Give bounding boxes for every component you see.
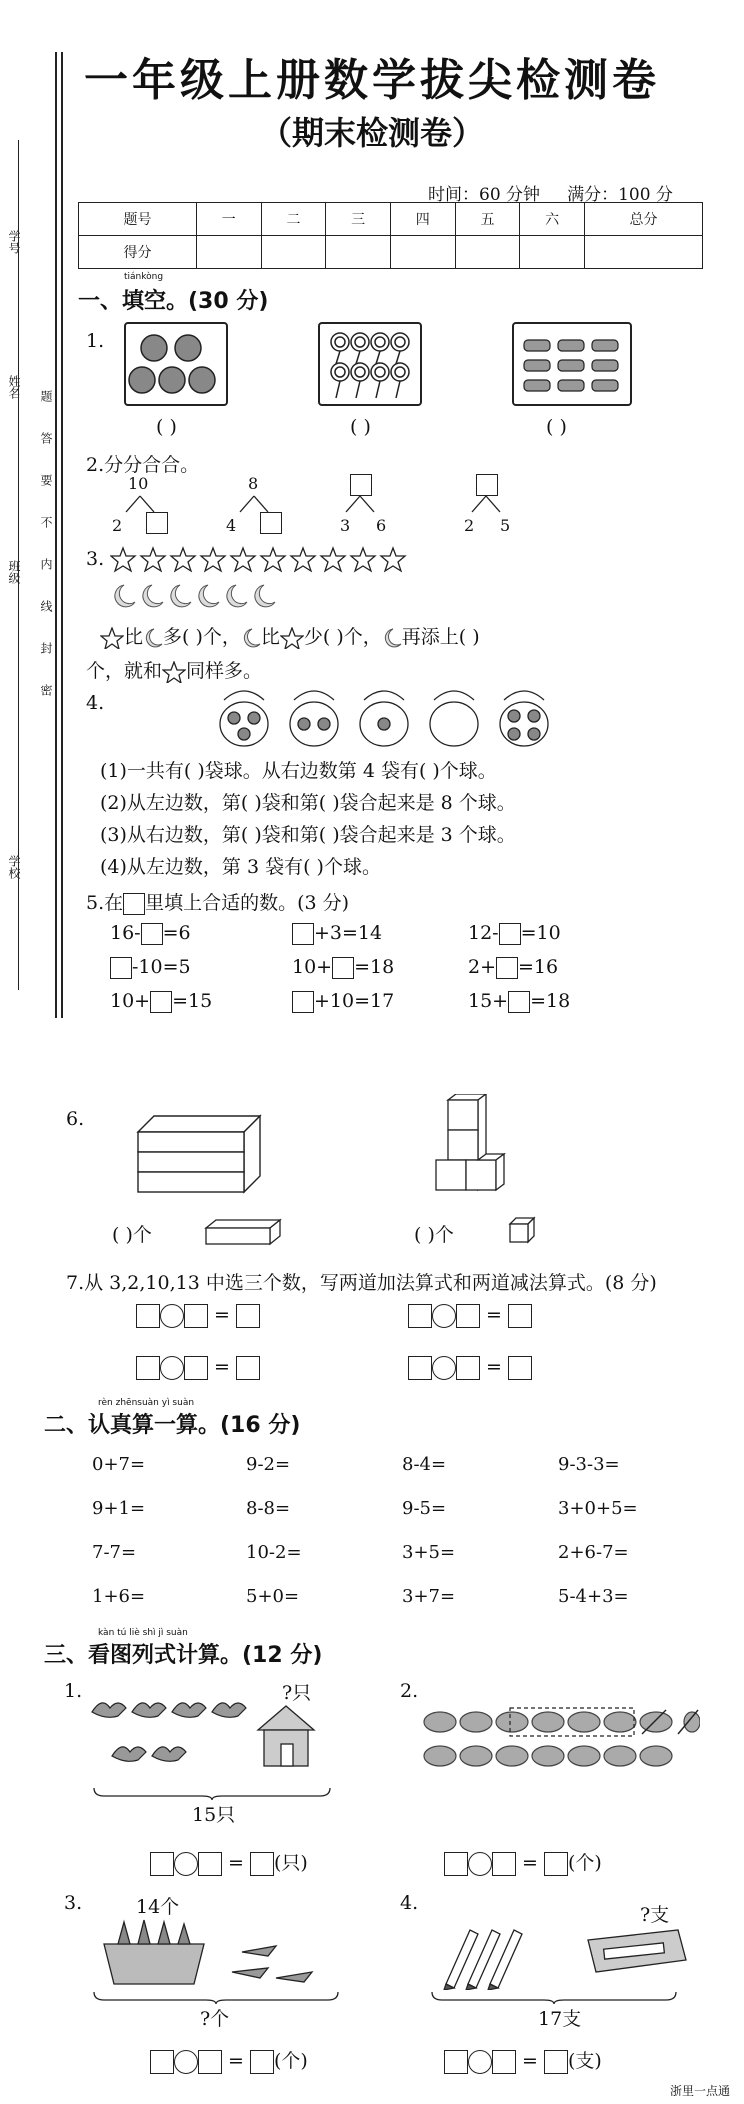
p4-total: 17支 (538, 2008, 582, 2030)
eq-answer-box[interactable] (492, 2050, 516, 2074)
class-label: 班级 (7, 560, 21, 584)
seal-char: 要 (39, 474, 53, 486)
section-3-heading: 三、看图列式计算。(12 分) (44, 1643, 323, 1668)
p4-question: ?支 (640, 1904, 670, 1926)
q5-text: 5.在 (86, 892, 124, 914)
operator-circle[interactable] (174, 2050, 198, 2074)
pinyin: rèn zhēnsuàn yì suàn (98, 1398, 195, 1408)
eq-part: -10=5 (132, 956, 191, 978)
cars-picture (512, 322, 632, 406)
unit: (只) (274, 1852, 308, 1874)
q3-text: 比 (124, 626, 144, 648)
q4-item: (4)从左边数，第 3 袋有( )个球。 (100, 856, 381, 878)
equals-sign: = (214, 1356, 230, 1378)
q5-equation (468, 922, 561, 945)
q3-number: 3. (86, 548, 105, 570)
eq-answer-box[interactable] (150, 2050, 174, 2074)
star-icon (280, 627, 304, 649)
calc-item: 3+0+5= (558, 1498, 638, 1519)
q5-equation (110, 956, 191, 979)
score-cell[interactable] (520, 236, 585, 269)
q5-equation (468, 956, 558, 979)
eq-answer-box[interactable] (508, 991, 530, 1013)
seal-char: 密 (39, 684, 53, 696)
eq-answer-box[interactable] (544, 2050, 568, 2074)
bond-left: 4 (226, 516, 237, 535)
q5-box-symbol (123, 893, 145, 915)
p3-top-count: 14个 (136, 1896, 180, 1918)
q4-item: (3)从右边数，第( )袋和第( )袋合起来是 3 个球。 (100, 824, 516, 846)
bond-answer-box[interactable] (350, 474, 372, 496)
q3-text: 再添上( ) (401, 626, 480, 648)
seal-char: 不 (39, 516, 53, 528)
operator-circle[interactable] (432, 1356, 456, 1380)
student-id-line[interactable] (18, 140, 20, 300)
q1-answer-blank[interactable]: ( ) (156, 416, 177, 438)
unit: (支) (568, 2050, 602, 2072)
score-cell[interactable] (326, 236, 391, 269)
score-table (78, 202, 703, 269)
time-text: 时间：60 分钟 (428, 185, 541, 205)
score-table-header: 总分 (584, 203, 702, 236)
equals-sign: = (228, 1852, 244, 1874)
equals-sign: = (486, 1304, 502, 1326)
q5-equation (292, 956, 394, 979)
q5-equation (110, 990, 212, 1013)
eq-answer-box[interactable] (141, 923, 163, 945)
oranges-picture (124, 322, 228, 406)
q7-equation (408, 1304, 532, 1328)
eq-answer-box[interactable] (198, 1852, 222, 1876)
eq-answer-box[interactable] (508, 1304, 532, 1328)
section-2-heading: 二、认真算一算。(16 分) (44, 1413, 301, 1438)
star-icon (110, 546, 410, 574)
equals-sign: = (522, 1852, 538, 1874)
eq-part: =16 (518, 956, 559, 978)
cube-stack-diagram (434, 1094, 520, 1204)
q4-number: 4. (86, 692, 105, 714)
pencil-box-icon (588, 1930, 686, 1972)
cube-icon (508, 1216, 536, 1246)
eq-part: 10+ (110, 990, 151, 1012)
score-cell[interactable] (584, 236, 702, 269)
q5-equation (292, 922, 382, 945)
bond-top: 10 (128, 474, 149, 493)
q7-equation (408, 1356, 532, 1380)
q4-item: (2)从左边数，第( )袋和第( )袋合起来是 8 个球。 (100, 792, 516, 814)
score-cell[interactable] (455, 236, 520, 269)
eq-part: 12- (468, 922, 499, 944)
bond-left: 3 (340, 516, 351, 535)
car-icon (514, 324, 630, 404)
operator-circle[interactable] (468, 2050, 492, 2074)
eq-answer-box[interactable] (150, 991, 172, 1013)
score-table-header: 五 (455, 203, 520, 236)
p3-equation (150, 2046, 308, 2074)
p3-number: 3. (64, 1892, 83, 1914)
basket-icon (92, 1918, 342, 1990)
star-icon (162, 661, 186, 683)
score-table-header: 题号 (79, 203, 197, 236)
page-title: 一年级上册数学拔尖检测卷 (84, 55, 660, 106)
total-brace (92, 1990, 342, 2004)
eq-answer-box[interactable] (499, 923, 521, 945)
calc-item: 9+1= (92, 1498, 146, 1519)
eq-answer-box[interactable] (110, 957, 132, 979)
calc-item: 7-7= (92, 1542, 137, 1563)
eq-part: =6 (162, 922, 191, 944)
eq-answer-box[interactable] (492, 1852, 516, 1876)
equals-sign: = (486, 1356, 502, 1378)
lollipop-icon (320, 324, 420, 404)
eq-answer-box[interactable] (150, 1852, 174, 1876)
page-subtitle: （期末检测卷） (259, 114, 484, 152)
eq-answer-box[interactable] (456, 1356, 480, 1380)
q7-equation (136, 1304, 260, 1328)
bond-right: 6 (376, 516, 387, 535)
total-brace (430, 1990, 680, 2004)
bond-left: 2 (464, 516, 475, 535)
q2-label: 2.分分合合。 (86, 454, 200, 476)
eq-answer-box[interactable] (408, 1304, 432, 1328)
eq-answer-box[interactable] (496, 957, 518, 979)
pinyin: tiánkòng (124, 272, 164, 282)
calc-item: 5-4+3= (558, 1586, 629, 1607)
eq-part: 10+ (292, 956, 333, 978)
eq-answer-box[interactable] (250, 1852, 274, 1876)
house-icon (258, 1706, 314, 1766)
pinyin: kàn tú liè shì jì suàn (98, 1628, 188, 1638)
q6-number: 6. (66, 1108, 85, 1130)
operator-circle[interactable] (174, 1852, 198, 1876)
name-line[interactable] (18, 300, 20, 470)
unit: (个) (568, 1852, 602, 1874)
eq-answer-box[interactable] (250, 2050, 274, 2074)
bond-answer-box[interactable] (476, 474, 498, 496)
calc-item: 8-8= (246, 1498, 291, 1519)
q1-answer-blank[interactable]: ( ) (350, 416, 371, 438)
calc-item: 2+6-7= (558, 1542, 629, 1563)
bond-left: 2 (112, 516, 123, 535)
score-cell[interactable] (196, 236, 261, 269)
q7-equation (136, 1356, 260, 1380)
calc-item: 0+7= (92, 1454, 146, 1475)
eq-answer-box[interactable] (444, 1852, 468, 1876)
q5-text: 里填上合适的数。(3 分) (145, 892, 350, 914)
q5-equation (468, 990, 570, 1013)
eq-answer-box[interactable] (136, 1356, 160, 1380)
bond-answer-box[interactable] (260, 512, 282, 534)
operator-circle[interactable] (160, 1356, 184, 1380)
p4-equation (444, 2046, 602, 2074)
equals-sign: = (228, 2050, 244, 2072)
total-brace (92, 1786, 332, 1800)
pencil-icon (428, 1920, 698, 1990)
star-icon (100, 627, 124, 649)
p1-number: 1. (64, 1680, 83, 1702)
binding-line (55, 52, 63, 1018)
school-line[interactable] (18, 670, 20, 990)
eq-answer-box[interactable] (544, 1852, 568, 1876)
calc-item: 8-4= (402, 1454, 447, 1475)
eq-answer-box[interactable] (408, 1356, 432, 1380)
q1-answer-blank[interactable]: ( ) (546, 416, 567, 438)
p1-equation (150, 1848, 308, 1876)
eq-answer-box[interactable] (236, 1356, 260, 1380)
name-label: 姓名 (7, 375, 21, 399)
bond-top: 8 (248, 474, 259, 493)
q3-text: 比 (260, 626, 280, 648)
q3-text: 多( )个， (163, 626, 241, 648)
calc-item: 3+7= (402, 1586, 456, 1607)
calc-item: 10-2= (246, 1542, 302, 1563)
eq-part: =18 (530, 990, 571, 1012)
eq-answer-box[interactable] (332, 957, 354, 979)
eq-answer-box[interactable] (508, 1356, 532, 1380)
equals-sign: = (214, 1304, 230, 1326)
eq-answer-box[interactable] (444, 2050, 468, 2074)
p2-number: 2. (400, 1680, 419, 1702)
eq-answer-box[interactable] (184, 1304, 208, 1328)
q5-label (86, 888, 349, 915)
lollipops-picture (318, 322, 422, 406)
eq-part: 16- (110, 922, 141, 944)
q3-line1 (100, 622, 480, 649)
score-table-header: 六 (520, 203, 585, 236)
calc-item: 5+0= (246, 1586, 300, 1607)
seal-char: 内 (39, 558, 53, 570)
carrot-icon (232, 1946, 312, 1982)
q3-text: 个，就和 (86, 660, 163, 682)
operator-circle[interactable] (160, 1304, 184, 1328)
seal-char: 封 (39, 642, 53, 654)
seal-char: 题 (39, 390, 53, 402)
q3-text: 少( )个， (303, 626, 382, 648)
eq-answer-box[interactable] (456, 1304, 480, 1328)
moon-icon (143, 627, 163, 649)
ellipse-icon (420, 1698, 700, 1794)
cuboid-stack-diagram (134, 1110, 264, 1198)
moon-icon (241, 627, 261, 649)
p2-equation (444, 1848, 602, 1876)
operator-circle[interactable] (432, 1304, 456, 1328)
q7-label: 7.从 3,2,10,13 中选三个数，写两道加法算式和两道减法算式。(8 分) (66, 1272, 657, 1294)
p4-number: 4. (400, 1892, 419, 1914)
score-table-header: 四 (390, 203, 455, 236)
eq-answer-box[interactable] (236, 1304, 260, 1328)
equals-sign: = (522, 2050, 538, 2072)
eq-answer-box[interactable] (198, 2050, 222, 2074)
eq-answer-box[interactable] (184, 1356, 208, 1380)
p1-question: ?只 (282, 1682, 312, 1704)
bond-answer-box[interactable] (146, 512, 168, 534)
seal-char: 答 (39, 432, 53, 444)
seal-char: 线 (39, 600, 53, 612)
q3-text: 同样多。 (186, 660, 263, 682)
moon-icon (382, 627, 402, 649)
orange-icon (126, 324, 226, 404)
eq-part: 2+ (468, 956, 497, 978)
q6-answer-left[interactable]: ( )个 (112, 1224, 152, 1246)
eq-answer-box[interactable] (292, 991, 314, 1013)
q4-item: (1)一共有( )袋球。从右边数第 4 袋有( )个球。 (100, 760, 497, 782)
q5-equation (110, 922, 191, 945)
score-row-label: 得分 (79, 236, 197, 269)
moon-icon (110, 582, 300, 610)
ball-bag-icon (214, 680, 574, 750)
eq-part: 15+ (468, 990, 509, 1012)
score-table-header: 一 (196, 203, 261, 236)
cuboid-icon (204, 1218, 284, 1248)
p1-total: 15只 (192, 1804, 236, 1826)
eq-part: =15 (172, 990, 213, 1012)
q6-answer-right[interactable]: ( )个 (414, 1224, 454, 1246)
score-cell[interactable] (390, 236, 455, 269)
eq-answer-box[interactable] (292, 923, 314, 945)
calc-item: 9-2= (246, 1454, 291, 1475)
eq-answer-box[interactable] (136, 1304, 160, 1328)
class-line[interactable] (18, 470, 20, 670)
unit: (个) (274, 2050, 308, 2072)
calc-item: 9-5= (402, 1498, 447, 1519)
eq-part: =10 (520, 922, 561, 944)
q3-line2 (86, 656, 262, 683)
q5-equation (292, 990, 394, 1013)
eq-part: +10=17 (314, 990, 395, 1012)
p3-question: ?个 (200, 2008, 230, 2030)
score-table-header: 三 (326, 203, 391, 236)
section-1-heading: 一、填空。(30 分) (78, 289, 269, 314)
student-id-label: 学号 (7, 230, 21, 254)
score-cell[interactable] (261, 236, 326, 269)
q1-number: 1. (86, 330, 105, 352)
eq-part: +3=14 (314, 922, 383, 944)
score-text: 满分：100 分 (567, 185, 673, 205)
footer-watermark: 浙里一点通 (669, 2084, 730, 2098)
eq-part: =18 (354, 956, 395, 978)
calc-item: 3+5= (402, 1542, 456, 1563)
operator-circle[interactable] (468, 1852, 492, 1876)
school-label: 学校 (7, 855, 21, 879)
bond-right: 5 (500, 516, 511, 535)
calc-item: 9-3-3= (558, 1454, 620, 1475)
score-table-header: 二 (261, 203, 326, 236)
calc-item: 1+6= (92, 1586, 146, 1607)
